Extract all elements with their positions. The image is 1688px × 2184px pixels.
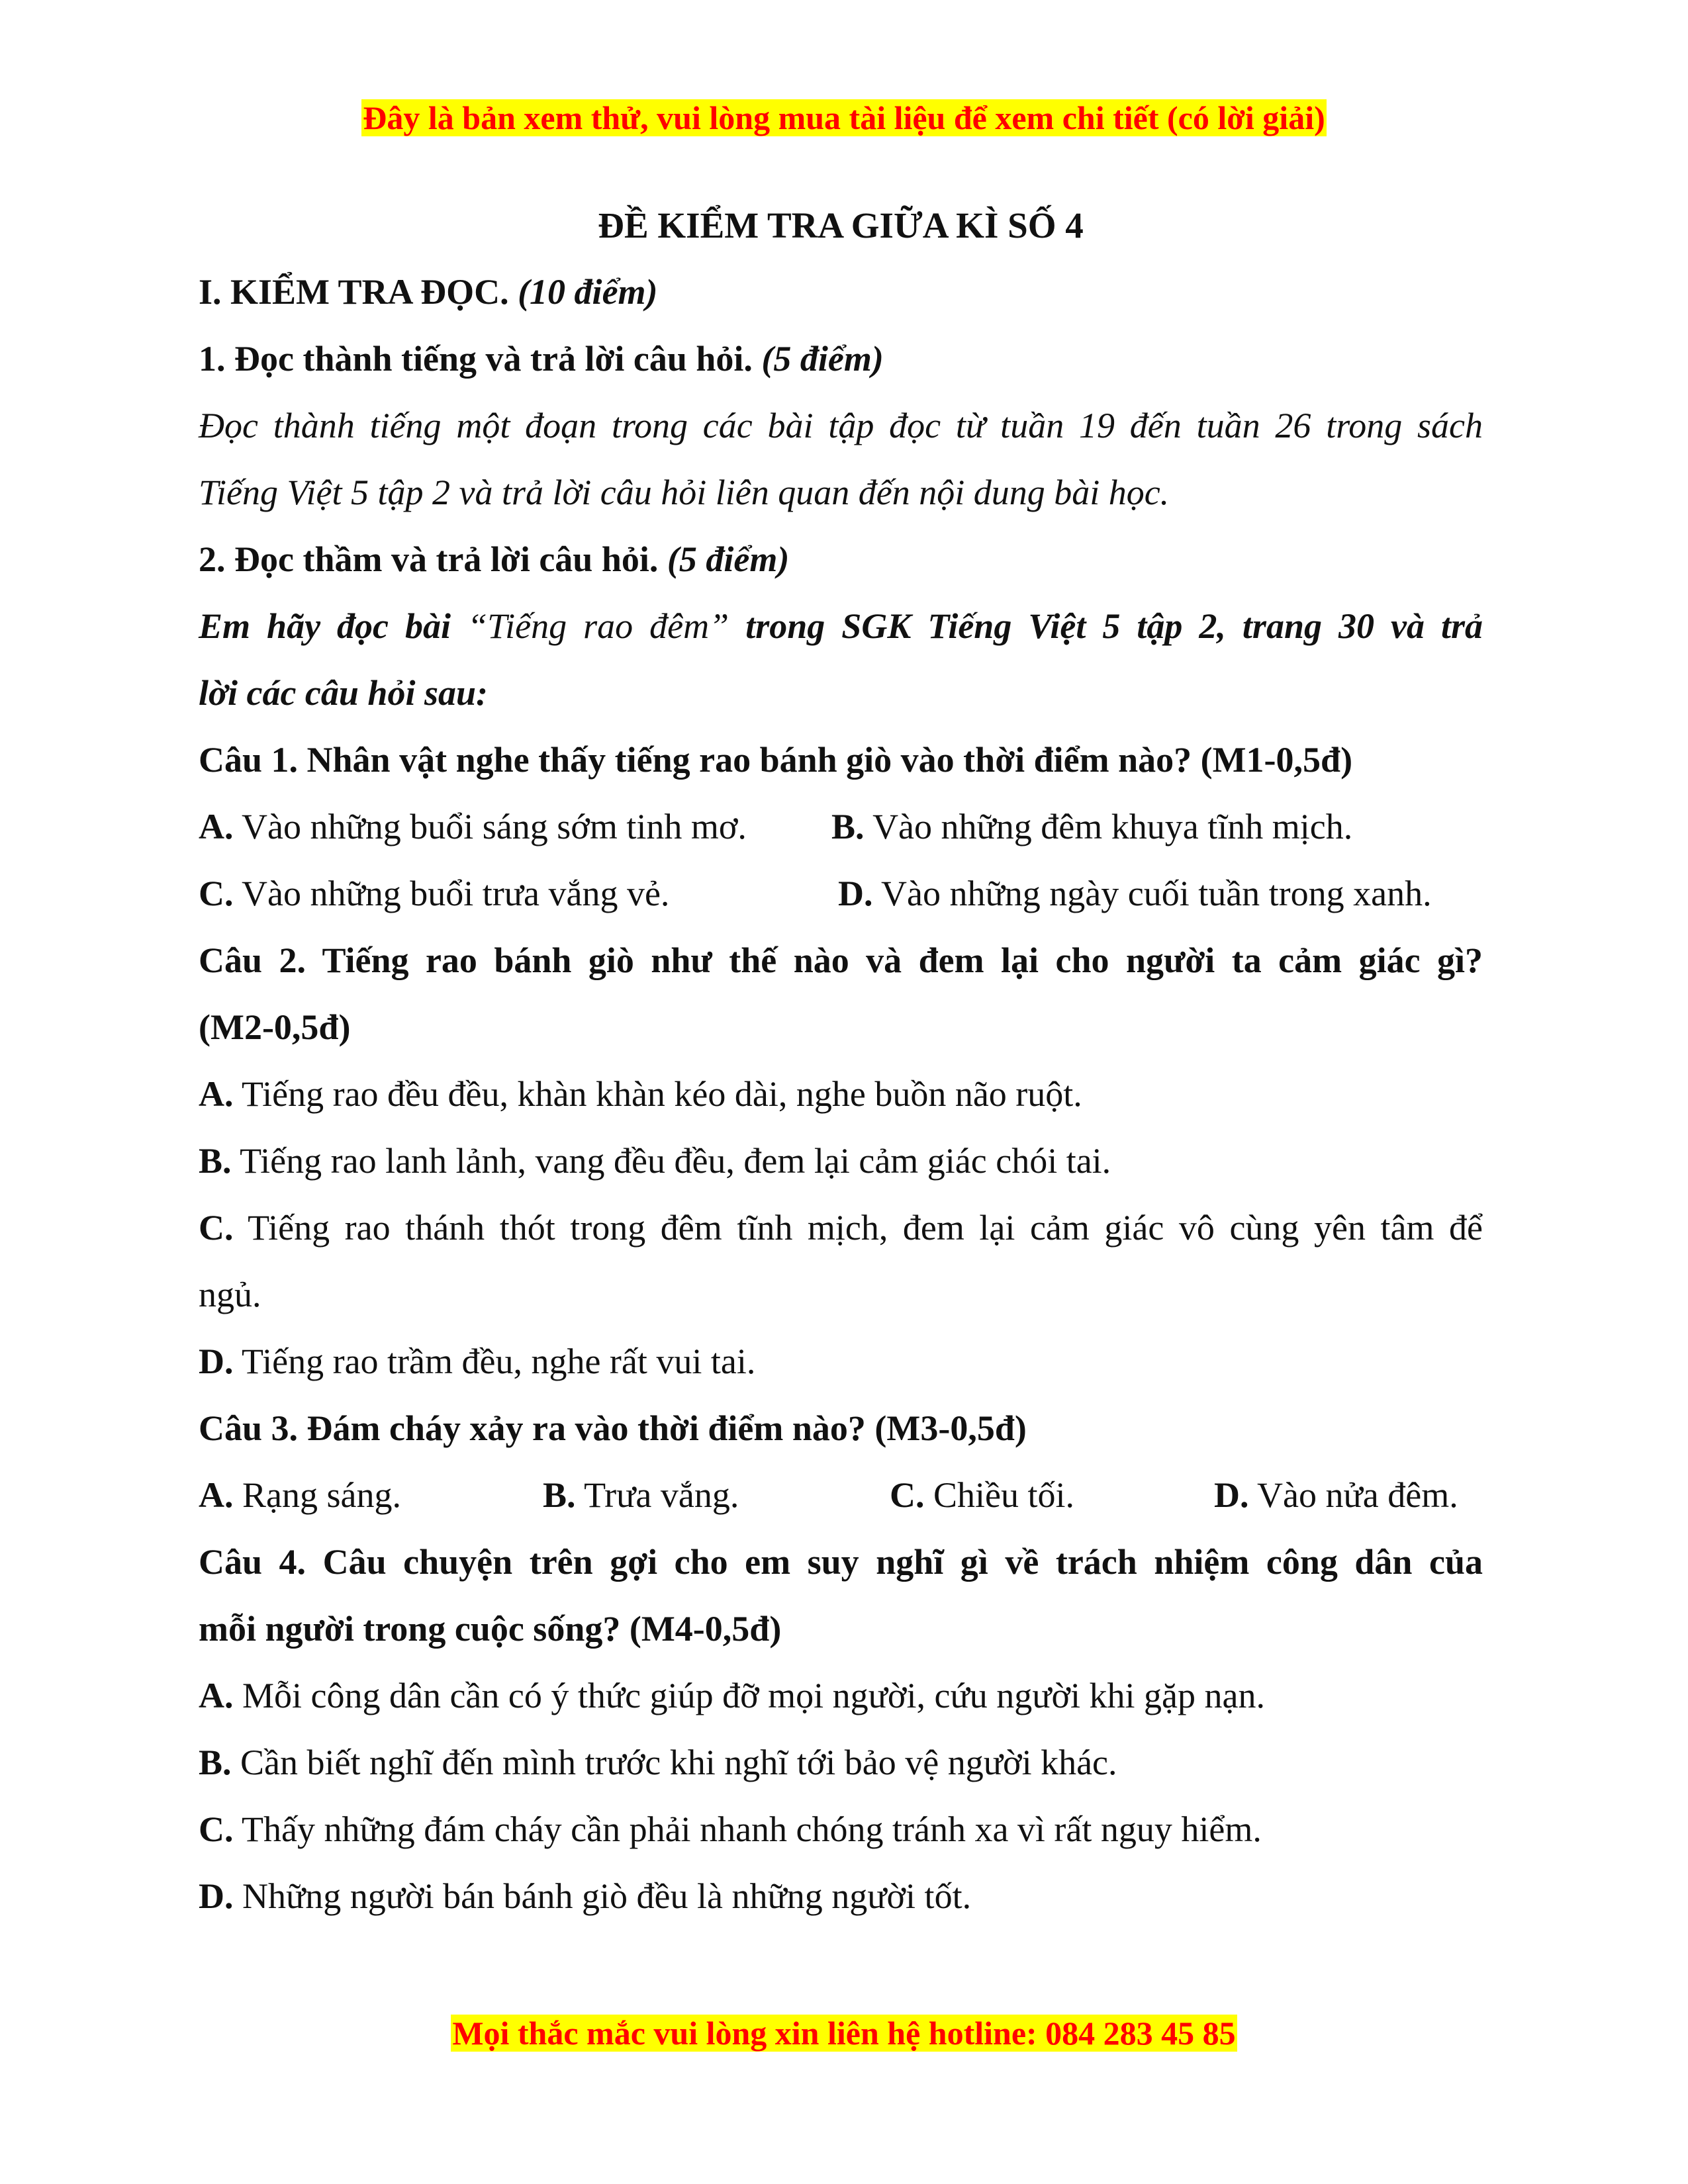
q2-option-d: D. Tiếng rao trầm đều, nghe rất vui tai. [199, 1342, 756, 1381]
q4-option-c: C. Thấy những đám cháy cần phải nhanh chóng tránh xa vì rất nguy hiểm. [199, 1809, 1262, 1849]
part2-heading: 2. Đọc thầm và trả lời câu hỏi. (5 điểm) [199, 539, 790, 579]
q1-option-d: D. Vào những ngày cuối tuần trong xanh. [838, 874, 1432, 913]
q3-option-b: B. Trưa vắng. [543, 1475, 739, 1515]
q4-option-b: B. Cần biết nghĩ đến mình trước khi nghĩ tới bảo vệ người khác. [199, 1743, 1117, 1782]
question-4-line2: mỗi người trong cuộc sống? (M4-0,5đ) [199, 1609, 782, 1649]
preview-notice-text: Đây là bản xem thử, vui lòng mua tài liệu để xem chi tiết (có lời giải) [363, 99, 1325, 136]
exam-title: ĐỀ KIỂM TRA GIỮA KÌ SỐ 4 [598, 205, 1084, 246]
q3-options-row [199, 1462, 1483, 1529]
hotline-text: Mọi thắc mắc vui lòng xin liên hệ hotline: 084 283 45 85 [452, 2015, 1236, 2052]
q1-options-row-1 [199, 794, 1483, 860]
question-2-line1: Câu 2. Tiếng rao bánh giò như thế nào và đem lại cho người ta cảm giác gì? [199, 940, 1483, 980]
q3-option-a: A. Rạng sáng. [199, 1475, 401, 1515]
question-1: Câu 1. Nhân vật nghe thấy tiếng rao bánh giò vào thời điểm nào? (M1-0,5đ) [199, 740, 1353, 780]
q3-option-c: C. Chiều tối. [890, 1475, 1074, 1515]
q1-option-b: B. Vào những đêm khuya tĩnh mịch. [831, 807, 1353, 846]
part1-instruction-line2: Tiếng Việt 5 tập 2 và trả lời câu hỏi liên quan đến nội dung bài học. [199, 473, 1170, 512]
reading-title: “Tiếng rao đêm” [467, 606, 729, 646]
q2-option-c-line2: ngủ. [199, 1275, 261, 1314]
question-3: Câu 3. Đám cháy xảy ra vào thời điểm nào? (M3-0,5đ) [199, 1408, 1027, 1448]
q1-options-row-2 [199, 860, 1483, 927]
part2-instruction-line1: Em hãy đọc bài “Tiếng rao đêm” trong SGK Tiếng Việt 5 tập 2, trang 30 và trả [199, 606, 1483, 646]
hotline-banner [0, 2013, 1688, 2053]
question-4-line1: Câu 4. Câu chuyện trên gợi cho em suy nghĩ gì về trách nhiệm công dân của [199, 1542, 1483, 1582]
q2-option-b: B. Tiếng rao lanh lảnh, vang đều đều, đem lại cảm giác chói tai. [199, 1141, 1111, 1181]
q4-option-a: A. Mỗi công dân cần có ý thức giúp đỡ mọi người, cứu người khi gặp nạn. [199, 1676, 1265, 1715]
q2-option-a: A. Tiếng rao đều đều, khàn khàn kéo dài, nghe buồn não ruột. [199, 1074, 1082, 1114]
section-reading-heading: I. KIỂM TRA ĐỌC. (10 điểm) [199, 272, 658, 312]
question-2-line2: (M2-0,5đ) [199, 1007, 351, 1047]
q2-option-c-line1: C. Tiếng rao thánh thót trong đêm tĩnh mịch, đem lại cảm giác vô cùng yên tâm để [199, 1208, 1483, 1248]
part1-heading: 1. Đọc thành tiếng và trả lời câu hỏi. (5 điểm) [199, 339, 884, 379]
q3-option-d: D. Vào nửa đêm. [1214, 1475, 1458, 1515]
part1-instruction-line1: Đọc thành tiếng một đoạn trong các bài tập đọc từ tuần 19 đến tuần 26 trong sách [199, 406, 1483, 445]
exam-content [199, 192, 1483, 1930]
q1-option-c: C. Vào những buổi trưa vắng vẻ. [199, 874, 670, 913]
q4-option-d: D. Những người bán bánh giò đều là những người tốt. [199, 1876, 972, 1916]
q1-option-a: A. Vào những buổi sáng sớm tinh mơ. [199, 807, 747, 846]
preview-notice-banner [0, 98, 1688, 138]
part2-instruction-line2: lời các câu hỏi sau: [199, 673, 488, 713]
